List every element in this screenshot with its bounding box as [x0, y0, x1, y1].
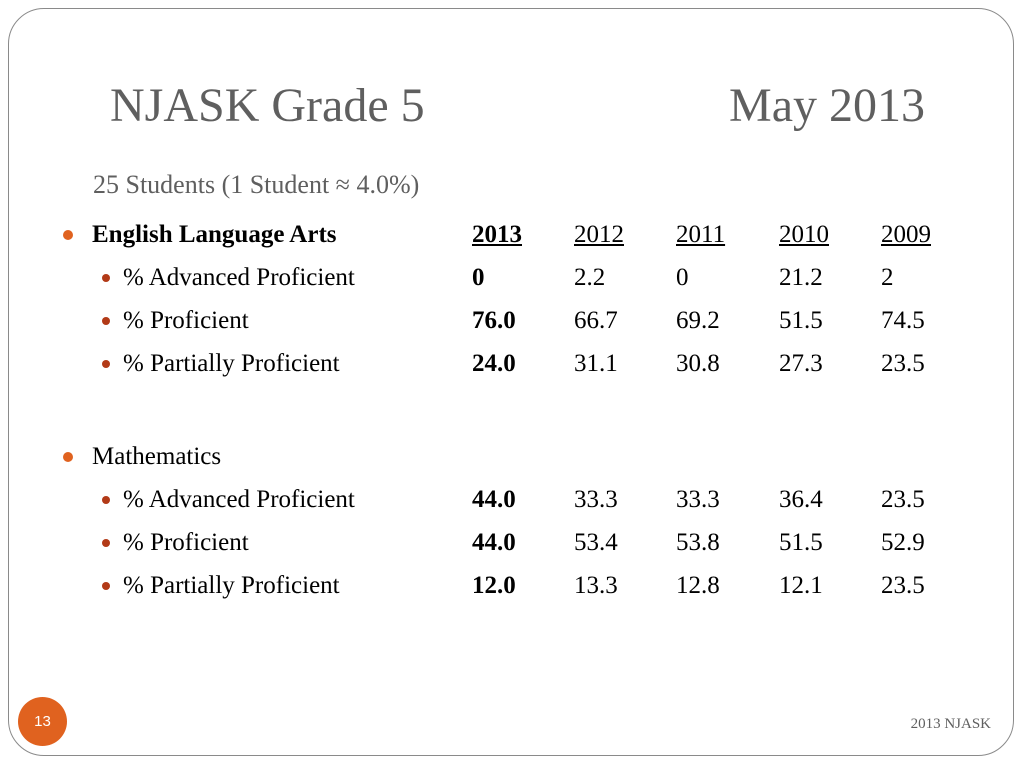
value-cell: 23.5	[881, 486, 925, 513]
year-header: 2012	[574, 221, 624, 248]
value-cell: 23.5	[881, 572, 925, 599]
row-label: % Proficient	[123, 529, 249, 556]
math-label: Mathematics	[92, 443, 222, 470]
year-header: 2013	[472, 221, 522, 248]
value-cell: 33.3	[574, 486, 618, 513]
value-cell: 66.7	[574, 307, 618, 334]
value-cell: 44.0	[472, 529, 516, 556]
value-cell: 0	[472, 264, 485, 291]
slide-number-badge: 13	[18, 697, 67, 746]
table-row	[0, 570, 1024, 602]
value-cell: 21.2	[779, 264, 823, 291]
value-cell: 44.0	[472, 486, 516, 513]
table-row	[0, 527, 1024, 559]
year-header: 2010	[779, 221, 829, 248]
slide-title	[110, 78, 925, 138]
value-cell: 2	[881, 264, 894, 291]
value-cell: 0	[676, 264, 689, 291]
value-cell: 74.5	[881, 307, 925, 334]
value-cell: 36.4	[779, 486, 823, 513]
value-cell: 23.5	[881, 350, 925, 377]
table-row	[0, 305, 1024, 337]
ela-label: English Language Arts	[92, 221, 337, 248]
value-cell: 12.1	[779, 572, 823, 599]
title-right: May 2013	[729, 79, 925, 132]
row-label: % Partially Proficient	[123, 350, 340, 377]
footer-text: 2013 NJASK	[910, 716, 991, 732]
row-label: % Advanced Proficient	[123, 264, 355, 291]
value-cell: 27.3	[779, 350, 823, 377]
table-row	[0, 484, 1024, 516]
value-cell: 2.2	[574, 264, 606, 291]
value-cell: 12.8	[676, 572, 720, 599]
row-label: % Proficient	[123, 307, 249, 334]
table-row	[0, 262, 1024, 294]
title-left: NJASK Grade 5	[110, 79, 425, 132]
value-cell: 51.5	[779, 307, 823, 334]
value-cell: 12.0	[472, 572, 516, 599]
year-header: 2011	[676, 221, 726, 248]
value-cell: 53.8	[676, 529, 720, 556]
year-header: 2009	[881, 221, 931, 248]
value-cell: 51.5	[779, 529, 823, 556]
value-cell: 31.1	[574, 350, 618, 377]
subtitle: 25 Students (1 Student ≈ 4.0%)	[93, 170, 420, 199]
value-cell: 53.4	[574, 529, 618, 556]
value-cell: 69.2	[676, 307, 720, 334]
ela-header-row	[0, 219, 1024, 251]
math-header-row	[0, 441, 1024, 473]
row-label: % Partially Proficient	[123, 572, 340, 599]
value-cell: 33.3	[676, 486, 720, 513]
value-cell: 76.0	[472, 307, 516, 334]
value-cell: 24.0	[472, 350, 516, 377]
row-label: % Advanced Proficient	[123, 486, 355, 513]
value-cell: 30.8	[676, 350, 720, 377]
table-row	[0, 348, 1024, 380]
value-cell: 13.3	[574, 572, 618, 599]
value-cell: 52.9	[881, 529, 925, 556]
